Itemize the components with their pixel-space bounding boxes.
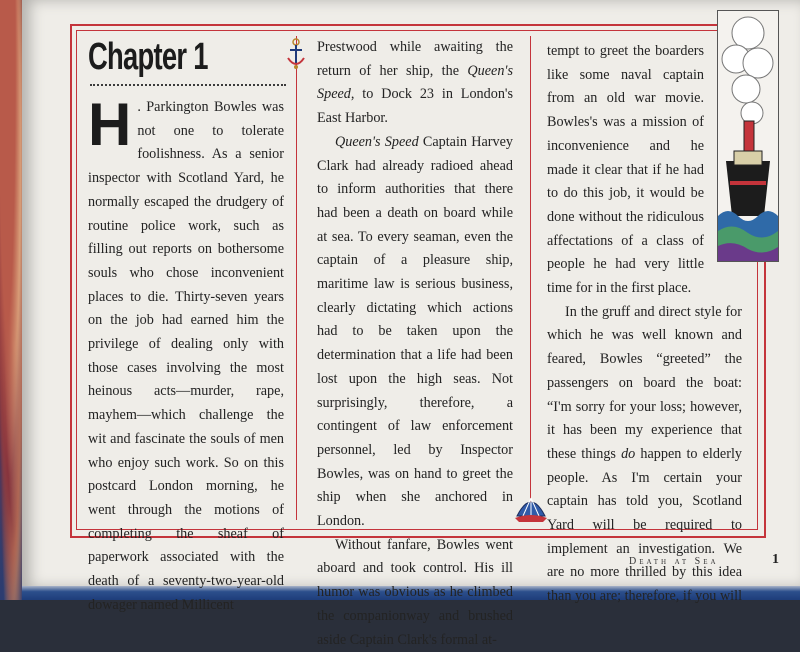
running-footer-title: Death at Sea (629, 556, 719, 567)
text-column-1 (88, 91, 284, 617)
paragraph: Queen's Speed Captain Harvey Clark had already radioed ahead to inform authorities that there had been a death on board while at sea. To every seaman, even the captain of a pleasure ship, maritime law is serious business, clearly dictating which actions had to be taken upon the determination that a life had been lost upon the high seas. Not surprisingly, therefore, a contingent of law enforcement personnel, led by Inspector Bowles, was on hand to greet the ship when she anchored in London. (317, 133, 513, 530)
text-column-3 (547, 40, 742, 609)
page-number: 1 (772, 552, 779, 567)
text-column-2 (317, 36, 513, 652)
title-dotted-rule (90, 84, 286, 86)
column-divider (530, 36, 531, 520)
paragraph: In the gruff and direct style for which he was well known and feared, Bowles “greeted” the passengers on board the boat: “I'm sorry for your loss; however, it has been my experience that these things do happen to elderly people. As I'm certain your captain has told you, Scotland Yard will be required to implement an investigation. We are no more thrilled by this idea than you are; therefore, if you will (547, 303, 743, 605)
paragraph: . Parkington Bowles was not one to tolerate foolishness. As a senior inspector with Scotland Yard, he normally escaped the drudgery of routine police work, such as filling out reports on bothersome souls who chose inconvenient places to die. Thirty-seven years on the job had earned him the privilege of dealing only with those cases involving the most heinous acts—murder, rape, mayhem—which challenge the wit and fascinate the souls of men who enjoy such work. So on this postcard London morning, he went through the motions of completing the sheaf of paperwork associated with the death of a seventy-two-year-old dowager named Millicent (88, 99, 284, 613)
chapter-title: Chapter 1 (88, 36, 208, 78)
anchor-icon (285, 38, 307, 72)
paragraph: Prestwood while awaiting the return of her ship, the Queen's Speed, to Dock 23 in London's East Harbor. (317, 39, 513, 127)
drop-cap: H (88, 91, 132, 158)
paragraph: Without fanfare, Bowles went aboard and took control. His ill humor was obvious as he climbed the companionway and brushed aside Captain Clark's formal at- (317, 536, 513, 648)
column-divider (296, 36, 297, 520)
shell-icon (513, 494, 549, 524)
paragraph: tempt to greet the boarders like some naval captain from an old war movie. Bowles's was a mission of inconvenience and he made it clear that if he had to do this job, it would be done without the ridiculous affectations of a class of people he had very little time for in the first place. (547, 43, 704, 297)
steamship-illustration (717, 10, 779, 262)
marbled-book-edge (0, 0, 24, 600)
